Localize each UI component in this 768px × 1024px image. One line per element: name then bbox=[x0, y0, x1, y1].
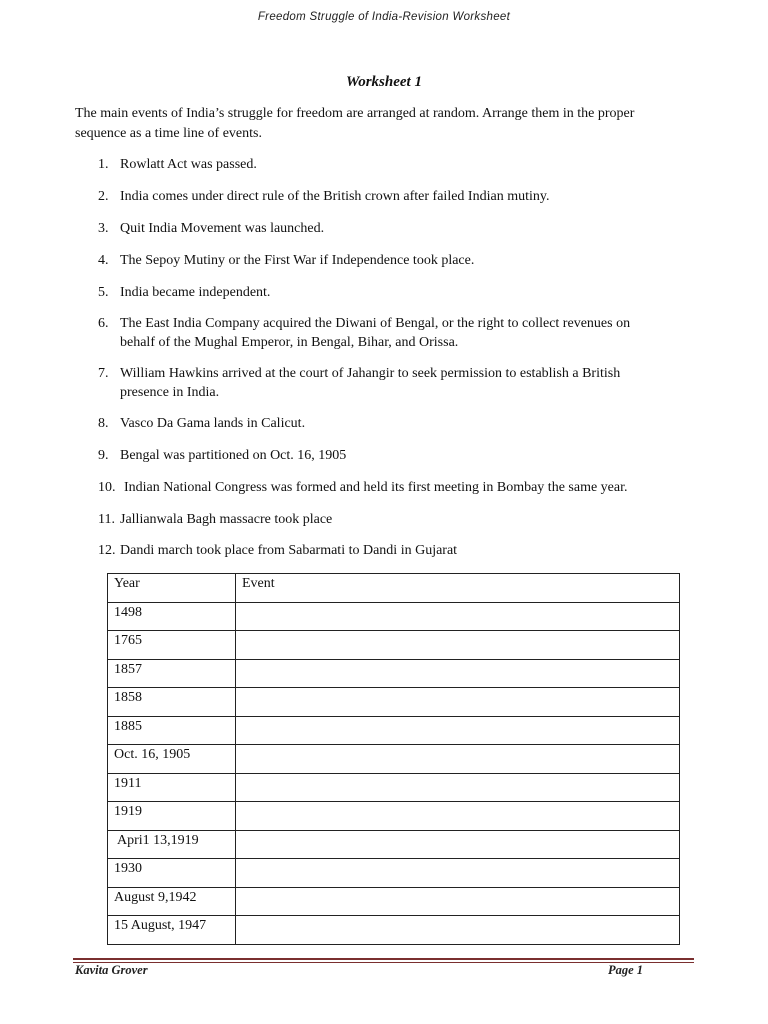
list-item-text: Bengal was partitioned on Oct. 16, 1905 bbox=[120, 448, 347, 463]
column-header-event: Event bbox=[236, 574, 680, 603]
timeline-table bbox=[107, 573, 680, 945]
table-row bbox=[108, 887, 680, 916]
footer-page-number: Page 1 bbox=[607, 963, 643, 977]
table-row bbox=[108, 916, 680, 945]
list-item-text: The East India Company acquired the Diwani of Bengal, or the right to collect revenues on behalf of the Mughal Emperor, in Bengal, Bihar, and Orissa. bbox=[120, 316, 631, 350]
year-cell: 1858 bbox=[108, 688, 236, 717]
list-item-text: Rowlatt Act was passed. bbox=[120, 157, 257, 172]
event-cell[interactable] bbox=[236, 659, 680, 688]
year-cell: 1919 bbox=[108, 802, 236, 831]
list-item-text: India comes under direct rule of the British crown after failed Indian mutiny. bbox=[120, 189, 550, 204]
table-row bbox=[108, 688, 680, 717]
instructions-paragraph: The main events of India’s struggle for freedom are arranged at random. Arrange them in the proper sequence as a time line of events. bbox=[75, 106, 635, 141]
list-item bbox=[98, 251, 668, 270]
table-header-row bbox=[108, 574, 680, 603]
list-item-number: 6. bbox=[98, 316, 109, 331]
year-cell: 1885 bbox=[108, 716, 236, 745]
list-item-text: India became independent. bbox=[120, 285, 271, 300]
event-cell[interactable] bbox=[236, 688, 680, 717]
running-header: Freedom Struggle of India-Revision Worksheet bbox=[257, 11, 511, 23]
list-item bbox=[98, 187, 668, 206]
list-item bbox=[98, 446, 668, 465]
list-item-number: 1. bbox=[98, 157, 109, 172]
event-cell[interactable] bbox=[236, 830, 680, 859]
list-item-number: 11. bbox=[98, 512, 115, 527]
table-row bbox=[108, 773, 680, 802]
event-cell[interactable] bbox=[236, 602, 680, 631]
year-cell: Oct. 16, 1905 bbox=[108, 745, 236, 774]
year-cell: Apri1 13,1919 bbox=[108, 830, 236, 859]
year-cell: 1765 bbox=[108, 631, 236, 660]
list-item-text: Jallianwala Bagh massacre took place bbox=[120, 512, 333, 527]
list-item bbox=[98, 414, 668, 433]
list-item bbox=[98, 364, 668, 402]
event-cell[interactable] bbox=[236, 802, 680, 831]
list-item-number: 4. bbox=[98, 253, 109, 268]
event-cell[interactable] bbox=[236, 773, 680, 802]
list-item bbox=[98, 155, 668, 174]
table-row bbox=[108, 631, 680, 660]
list-item bbox=[98, 314, 668, 352]
footer-divider bbox=[73, 958, 694, 960]
list-item-number: 8. bbox=[98, 416, 109, 431]
event-cell[interactable] bbox=[236, 887, 680, 916]
event-cell[interactable] bbox=[236, 716, 680, 745]
list-item-number: 5. bbox=[98, 285, 109, 300]
year-cell: 1498 bbox=[108, 602, 236, 631]
event-cell[interactable] bbox=[236, 859, 680, 888]
list-item-number: 3. bbox=[98, 221, 109, 236]
list-item bbox=[98, 219, 668, 238]
list-item-text: Quit India Movement was launched. bbox=[120, 221, 325, 236]
footer-author: Kavita Grover bbox=[75, 963, 148, 977]
table-row bbox=[108, 659, 680, 688]
list-item-text: William Hawkins arrived at the court of Jahangir to seek permission to establish a British presence in India. bbox=[120, 366, 621, 400]
table-row bbox=[108, 802, 680, 831]
list-item-number: 7. bbox=[98, 366, 109, 381]
list-item bbox=[98, 510, 668, 529]
list-item-text: Vasco Da Gama lands in Calicut. bbox=[120, 416, 306, 431]
table-row bbox=[108, 716, 680, 745]
list-item-number: 2. bbox=[98, 189, 109, 204]
table-row bbox=[108, 602, 680, 631]
year-cell: 1857 bbox=[108, 659, 236, 688]
table-row bbox=[108, 830, 680, 859]
list-item-number: 9. bbox=[98, 448, 109, 463]
list-item bbox=[98, 283, 668, 302]
list-item-text: Dandi march took place from Sabarmati to Dandi in Gujarat bbox=[120, 543, 458, 558]
year-cell: 15 August, 1947 bbox=[108, 916, 236, 945]
year-cell: August 9,1942 bbox=[108, 887, 236, 916]
list-item-text: The Sepoy Mutiny or the First War if Independence took place. bbox=[120, 253, 475, 268]
list-item-number: 12. bbox=[98, 543, 116, 558]
year-cell: 1930 bbox=[108, 859, 236, 888]
list-item-text: Indian National Congress was formed and held its first meeting in Bombay the same year. bbox=[124, 480, 628, 495]
table-row bbox=[108, 859, 680, 888]
list-item-number: 10. bbox=[98, 480, 116, 495]
year-cell: 1911 bbox=[108, 773, 236, 802]
event-cell[interactable] bbox=[236, 631, 680, 660]
table-row bbox=[108, 745, 680, 774]
event-cell[interactable] bbox=[236, 745, 680, 774]
worksheet-title: Worksheet 1 bbox=[346, 74, 422, 90]
event-cell[interactable] bbox=[236, 916, 680, 945]
list-item bbox=[98, 541, 668, 560]
column-header-year: Year bbox=[108, 574, 236, 603]
list-item bbox=[98, 478, 668, 497]
